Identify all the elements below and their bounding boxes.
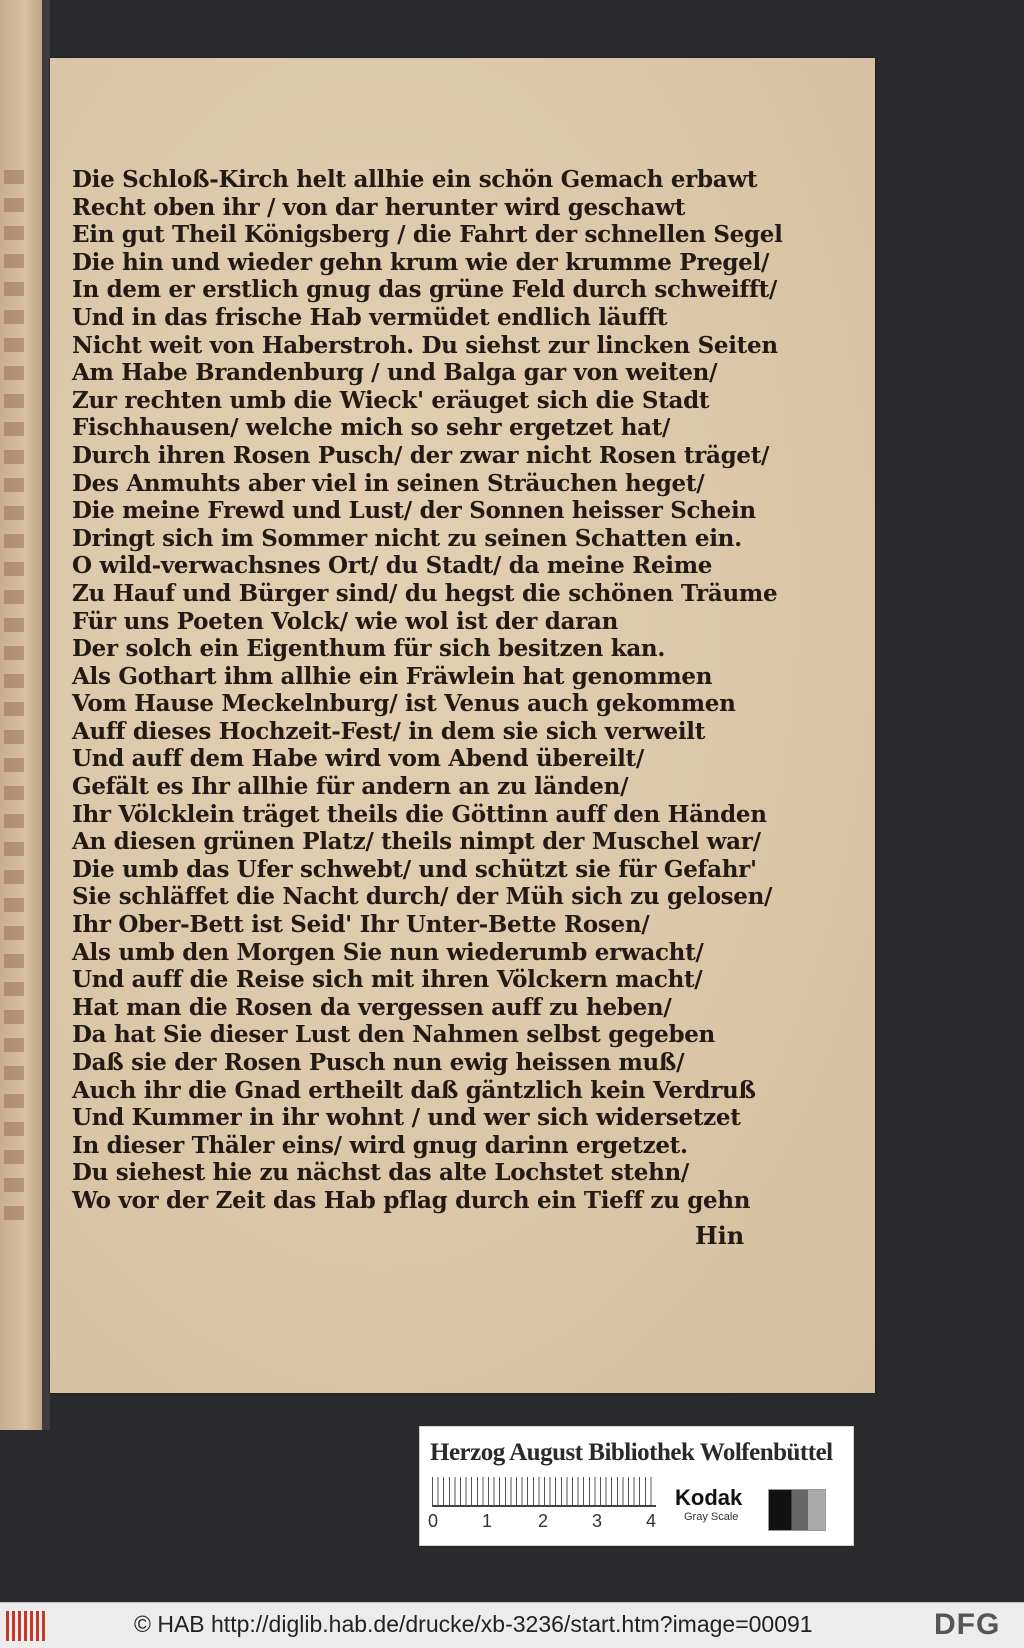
copyright-link[interactable]: © HAB http://diglib.hab.de/drucke/xb-3236/start.htm?image=00091: [134, 1611, 813, 1637]
verse-line: Des Anmuhts aber viel in seinen Sträuchen heget/: [72, 469, 705, 497]
verse-line: An diesen grünen Platz/ theils nimpt der Muschel war/: [72, 828, 761, 856]
verse-line: Dringt sich im Sommer nicht zu seinen Schatten ein.: [72, 524, 742, 552]
gutter: [42, 0, 50, 1430]
ruler-scale: [432, 1477, 656, 1507]
verse-line: Ihr Ober-Bett ist Seid' Ihr Unter-Bette Rosen/: [72, 911, 650, 939]
verse-line: Der solch ein Eigenthum für sich besitzen kan.: [72, 635, 666, 663]
dfg-logo: DFG: [934, 1608, 1001, 1641]
verse-line: Recht oben ihr / von dar herunter wird geschawt: [72, 193, 686, 221]
grayscale-swatch: [768, 1489, 826, 1531]
verse-line: Auch ihr die Gnad ertheilt daß gäntzlich kein Verdruß: [72, 1076, 756, 1104]
hab-logo-icon: [6, 1611, 46, 1641]
ruler-number: 4: [646, 1511, 657, 1531]
verse-line: Hat man die Rosen da vergessen auff zu heben/: [72, 993, 672, 1021]
institution-label: Herzog August Bibliothek Wolfenbüttel: [430, 1439, 833, 1466]
verse-line: Und auff dem Habe wird vom Abend übereilt/: [72, 745, 644, 773]
verse-line: Nicht weit von Haberstroh. Du siehst zur lincken Seiten: [72, 331, 778, 359]
color-calibration-card: [419, 1426, 854, 1546]
verse-line: Auff dieses Hochzeit-Fest/ in dem sie sich verweilt: [72, 717, 706, 745]
verse-line: Und Kummer in ihr wohnt / und wer sich widersetzet: [72, 1104, 741, 1132]
catchword: Hin: [695, 1221, 745, 1250]
verse-line: O wild-verwachsnes Ort/ du Stadt/ da meine Reime: [72, 552, 713, 580]
verse-line: Die Schloß-Kirch helt allhie ein schön Gemach erbawt: [72, 166, 758, 193]
verse-line: Die umb das Ufer schwebt/ und schützt sie für Gefahr': [72, 855, 757, 883]
verse-line: Gefält es Ihr allhie für andern an zu länden/: [72, 773, 629, 801]
verse-line: In dieser Thäler eins/ wird gnug darinn ergetzet.: [72, 1131, 688, 1159]
verse-line: Du siehest hie zu nächst das alte Lochstet stehn/: [72, 1159, 690, 1187]
verse-line: Als umb den Morgen Sie nun wiederumb erwacht/: [72, 938, 704, 966]
ruler-number: 3: [592, 1511, 603, 1531]
verse-line: Wo vor der Zeit das Hab pflag durch ein Tieff zu gehn: [72, 1186, 751, 1214]
ruler-number: 2: [538, 1511, 549, 1531]
footer-bar: [0, 1602, 1024, 1648]
verse-line: Daß sie der Rosen Pusch nun ewig heissen muß/: [72, 1049, 685, 1076]
verse-line: Die meine Frewd und Lust/ der Sonnen heisser Schein: [72, 497, 756, 525]
verse-line: Fischhausen/ welche mich so sehr ergetzet hat/: [72, 414, 671, 442]
verse-line: In dem er erstlich gnug das grüne Feld durch schweifft/: [72, 276, 778, 304]
verse-line: Und auff die Reise sich mit ihren Völckern macht/: [72, 966, 703, 994]
verse-line: Ihr Völcklein träget theils die Göttinn auff den Händen: [72, 800, 767, 828]
verse-line: Die hin und wieder gehn krum wie der krumme Pregel/: [72, 248, 770, 276]
verse-line: Ein gut Theil Königsberg / die Fahrt der schnellen Segel: [72, 221, 783, 249]
verse-line: Zu Hauf und Bürger sind/ du hegst die schönen Träume: [72, 579, 778, 607]
verse-line: Und in das frische Hab vermüdet endlich läufft: [72, 303, 668, 331]
ruler-number: 0: [428, 1511, 439, 1531]
verse-line: Als Gothart ihm allhie ein Fräwlein hat genommen: [72, 662, 713, 690]
scanned-page: [50, 58, 875, 1393]
verse-line: Vom Hause Meckelnburg/ ist Venus auch gekommen: [72, 690, 736, 718]
kodak-logo: Kodak: [675, 1485, 743, 1510]
verse-line: Durch ihren Rosen Pusch/ der zwar nicht Rosen träget/: [72, 441, 770, 469]
verse-text: [72, 166, 783, 1215]
verse-line: Am Habe Brandenburg / und Balga gar von weiten/: [72, 359, 718, 387]
verse-line: Für uns Poeten Volck/ wie wol ist der daran: [72, 607, 619, 635]
ruler-number: 1: [482, 1511, 493, 1531]
verse-line: Da hat Sie dieser Lust den Nahmen selbst gegeben: [72, 1021, 715, 1049]
gray-scale-label: Gray Scale: [684, 1511, 739, 1523]
previous-page-text-marks: [4, 170, 24, 1230]
previous-page-edge: [0, 0, 42, 1430]
verse-line: Zur rechten umb die Wieck' eräuget sich die Stadt: [72, 386, 710, 414]
verse-line: Sie schläffet die Nacht durch/ der Müh sich zu gelosen/: [72, 883, 773, 911]
